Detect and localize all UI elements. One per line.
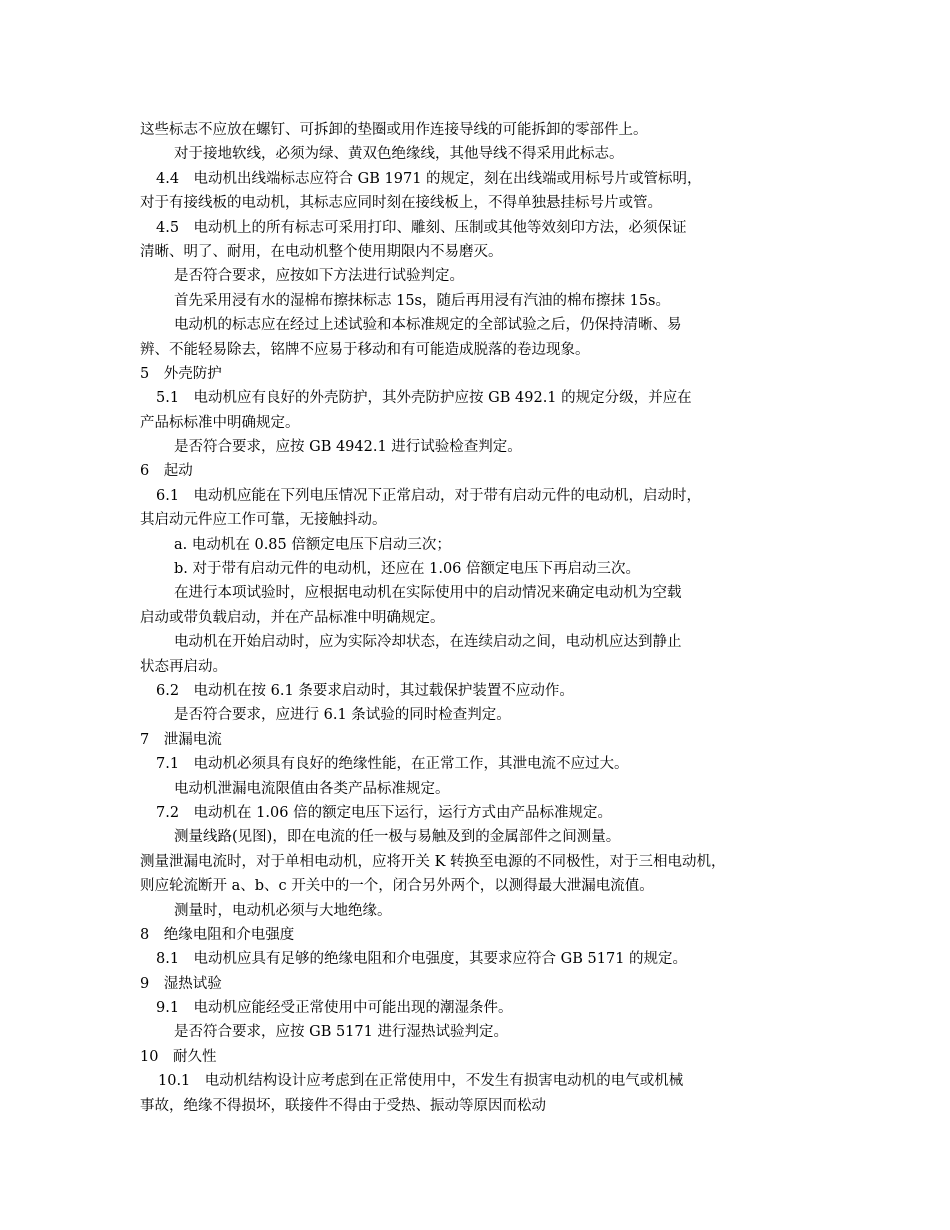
text-line: 测量线路(见图)，即在电流的任一极与易触及到的金属部件之间测量。: [174, 829, 621, 846]
text-line: 6 起动: [140, 463, 193, 480]
text-line: a. 电动机在 0.85 倍额定电压下启动三次；: [174, 536, 451, 553]
text-line: 8.1 电动机应具有足够的绝缘电阻和介电强度，其要求应符合 GB 5171 的规定。: [156, 951, 688, 968]
text-line: 清晰、明了、耐用，在电动机整个使用期限内不易磨灭。: [140, 243, 503, 260]
text-line: 在进行本项试验时，应根据电动机在实际使用中的启动情况来确定电动机为空载: [174, 585, 682, 602]
text-line: 4.4 电动机出线端标志应符合 GB 1971 的规定，刻在出线端或用标号片或管标明，: [156, 170, 702, 187]
text-line: 5.1 电动机应有良好的外壳防护，其外壳防护应按 GB 492.1 的规定分级，并应在: [156, 390, 692, 407]
text-line: 是否符合要求，应按如下方法进行试验判定。: [174, 268, 464, 285]
text-line: 是否符合要求，应进行 6.1 条试验的同时检查判定。: [174, 707, 511, 724]
text-line: 4.5 电动机上的所有标志可采用打印、雕刻、压制或其他等效刻印方法，必须保证: [156, 219, 687, 236]
text-line: 事故，绝缘不得损坏，联接件不得由于受热、振动等原因而松动: [140, 1097, 546, 1114]
text-line: 9.1 电动机应能经受正常使用中可能出现的潮湿条件。: [156, 1000, 513, 1017]
text-line: 10 耐久性: [140, 1048, 217, 1065]
text-line: 电动机泄漏电流限值由各类产品标准规定。: [174, 780, 450, 797]
text-line: 首先采用浸有水的湿棉布擦抹标志 15s，随后再用浸有汽油的棉布擦抹 15s。: [174, 292, 670, 309]
text-line: 是否符合要求，应按 GB 4942.1 进行试验检查判定。: [174, 439, 522, 456]
text-line: 7 泄漏电流: [140, 731, 222, 748]
text-line: 9 湿热试验: [140, 975, 222, 992]
text-line: 启动或带负载启动，并在产品标准中明确规定。: [140, 609, 445, 626]
text-line: 电动机的标志应在经过上述试验和本标准规定的全部试验之后，仍保持清晰、易: [174, 317, 682, 334]
text-line: 对于接地软线，必须为绿、黄双色绝缘线，其他导线不得采用此标志。: [174, 146, 624, 163]
text-line: 6.1 电动机应能在下列电压情况下正常启动，对于带有启动元件的电动机，启动时，: [156, 487, 702, 504]
text-line: 测量时，电动机必须与大地绝缘。: [174, 902, 392, 919]
text-line: 6.2 电动机在按 6.1 条要求启动时，其过载保护装置不应动作。: [156, 682, 574, 699]
text-line: 则应轮流断开 a、b、c 开关中的一个，闭合另外两个，以测得最大泄漏电流值。: [140, 878, 654, 895]
text-line: 状态再启动。: [140, 658, 227, 675]
text-line: 电动机在开始启动时，应为实际冷却状态，在连续启动之间，电动机应达到静止: [174, 634, 682, 651]
text-line: 产品标标准中明确规定。: [140, 414, 300, 431]
document-body: [140, 118, 800, 1118]
text-line: 测量泄漏电流时，对于单相电动机，应将开关 K 转换至电源的不同极性，对于三相电动机，: [140, 853, 726, 870]
text-line: 7.2 电动机在 1.06 倍的额定电压下运行，运行方式由产品标准规定。: [156, 804, 613, 821]
text-line: 是否符合要求，应按 GB 5171 进行湿热试验判定。: [174, 1024, 508, 1041]
text-line: 辨、不能轻易除去，铭牌不应易于移动和有可能造成脱落的卷边现象。: [140, 341, 590, 358]
text-line: 7.1 电动机必须具有良好的绝缘性能，在正常工作，其泄电流不应过大。: [156, 756, 629, 773]
text-line: 其启动元件应工作可靠，无接触抖动。: [140, 512, 387, 529]
text-line: 8 绝缘电阻和介电强度: [140, 926, 295, 943]
text-line: 5 外壳防护: [140, 365, 222, 382]
text-line: b. 对于带有启动元件的电动机，还应在 1.06 倍额定电压下再启动三次。: [174, 561, 641, 578]
text-line: 对于有接线板的电动机，其标志应同时刻在接线板上，不得单独悬挂标号片或管。: [140, 195, 662, 212]
text-line: 10.1 电动机结构设计应考虑到在正常使用中，不发生有损害电动机的电气或机械: [158, 1073, 684, 1090]
text-line: 这些标志不应放在螺钉、可拆卸的垫圈或用作连接导线的可能拆卸的零部件上。: [140, 122, 648, 138]
